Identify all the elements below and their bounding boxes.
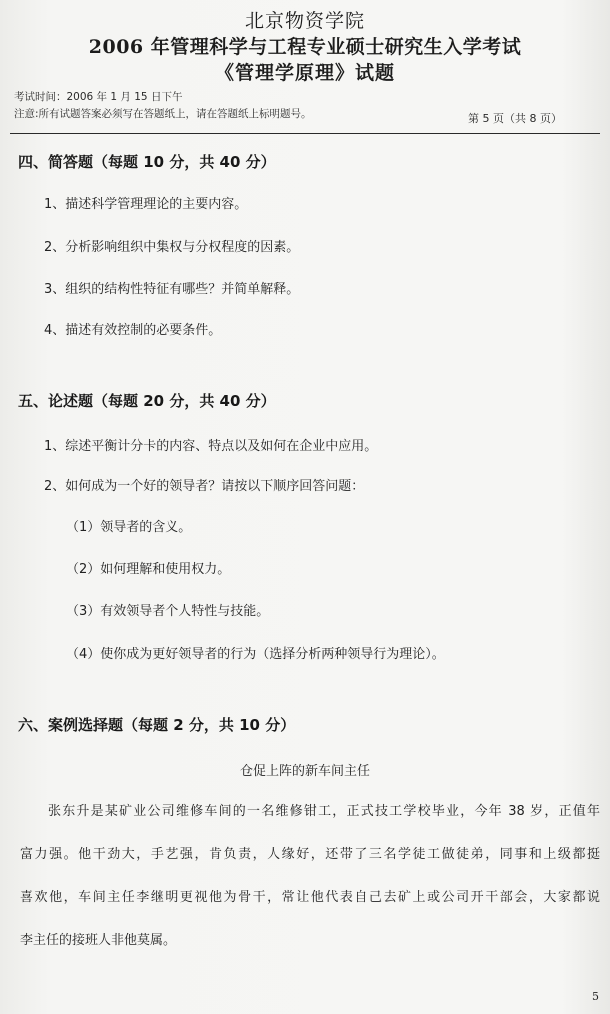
question-item: 1、综述平衡计分卡的内容、特点以及如何在企业中应用。 <box>44 439 378 454</box>
case-title: 仓促上阵的新车间主任 <box>239 764 370 779</box>
exam-time: 考试时间：2006 年 1 月 15 日下午 <box>14 91 183 103</box>
sub-question-item: （2）如何理解和使用权力。 <box>66 562 231 577</box>
question-item: 2、如何成为一个好的领导者？请按以下顺序回答问题： <box>44 479 365 494</box>
header-divider <box>10 133 600 134</box>
sub-question-item: （4）使你成为更好领导者的行为（选择分析两种领导行为理论）。 <box>66 647 445 662</box>
school-name: 北京物资学院 <box>244 10 365 32</box>
section-heading-essay: 五、论述题（每题 20 分，共 40 分） <box>18 392 276 410</box>
sub-question-item: （1）领导者的含义。 <box>66 520 192 535</box>
exam-notice: 注意:所有试题答案必须写在答题纸上，请在答题纸上标明题号。 <box>14 108 312 120</box>
case-paragraph-line: 李主任的接班人非他莫属。 <box>20 933 177 948</box>
case-paragraph-line: 喜欢他，车间主任李继明更视他为骨干，常让他代表自己去矿上或公司开干部会，大家都说 <box>20 890 600 905</box>
sub-question-item: （3）有效领导者个人特性与技能。 <box>66 604 270 619</box>
question-item: 4、描述有效控制的必要条件。 <box>44 323 222 338</box>
question-item: 3、组织的结构性特征有哪些？并简单解释。 <box>44 282 300 297</box>
question-item: 1、描述科学管理理论的主要内容。 <box>44 197 248 212</box>
page-number: 5 <box>592 990 599 1003</box>
page-indicator: 第 5 页（共 8 页） <box>468 112 562 125</box>
section-heading-case: 六、案例选择题（每题 2 分，共 10 分） <box>18 716 296 734</box>
case-paragraph-line: 张东升是某矿业公司维修车间的一名维修钳工，正式技工学校毕业，今年 38 岁，正值年 <box>48 804 600 819</box>
exam-title: 2006 年管理科学与工程专业硕士研究生入学考试 <box>88 36 522 58</box>
subject-title: 《管理学原理》试题 <box>214 62 395 84</box>
case-paragraph-line: 富力强。他干劲大，手艺强，肯负责，人缘好，还带了三名学徒工做徒弟，同事和上级都挺 <box>20 847 600 862</box>
question-item: 2、分析影响组织中集权与分权程度的因素。 <box>44 240 300 255</box>
section-heading-short-answer: 四、简答题（每题 10 分，共 40 分） <box>18 153 276 171</box>
